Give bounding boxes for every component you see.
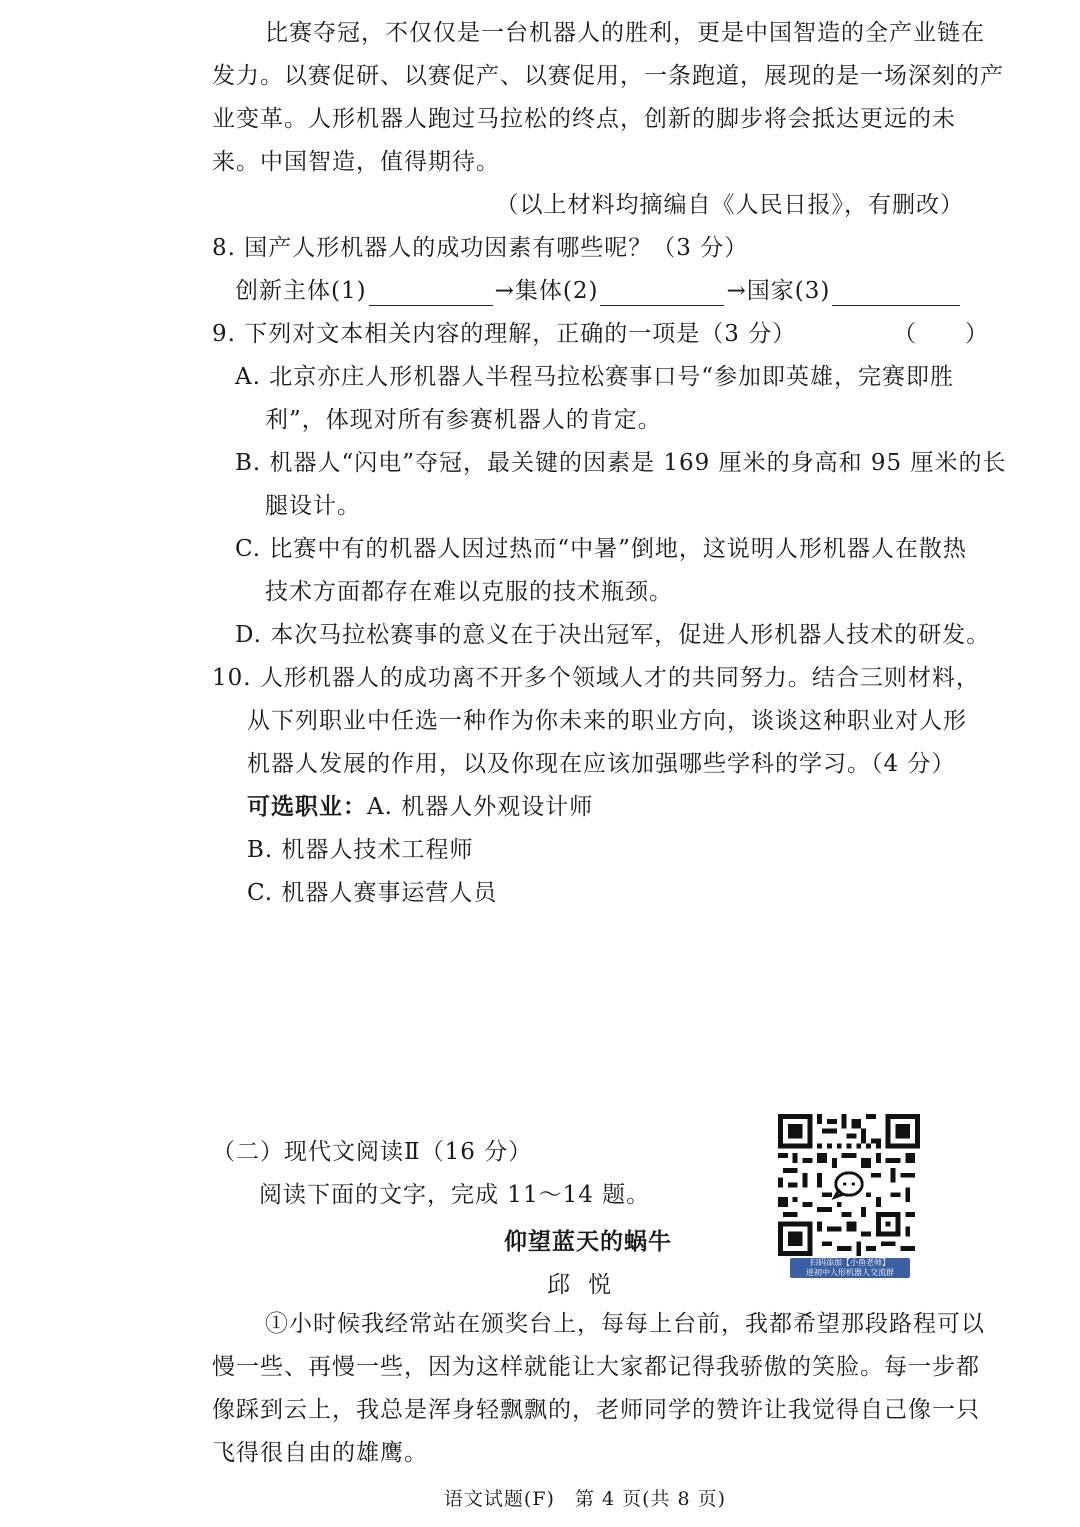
article-author: 邱悦 xyxy=(547,1272,629,1298)
passage-line: 比赛夺冠，不仅仅是一台机器人的胜利，更是中国智造的全产业链在 xyxy=(265,20,985,46)
question-9-stem: 9. 下列对文本相关内容的理解，正确的一项是（3 分） xyxy=(212,321,797,347)
paragraph-line: 慢一些、再慢一些，因为这样就能让大家都记得我骄傲的笑脸。每一步都 xyxy=(212,1354,980,1380)
section-instruction: 阅读下面的文字，完成 11～14 题。 xyxy=(259,1182,651,1208)
option-a-cont: 利”，体现对所有参赛机器人的肯定。 xyxy=(265,407,662,433)
q8-part-1: 创新主体(1) xyxy=(235,278,367,304)
section-heading: （二）现代文阅读Ⅱ（16 分） xyxy=(212,1139,533,1165)
question-8-blanks xyxy=(235,276,962,306)
answer-blank-1[interactable] xyxy=(369,283,493,306)
qr-code-icon[interactable] xyxy=(778,1114,920,1256)
option-d: D. 本次马拉松赛事的意义在于决出冠军，促进人形机器人技术的研发。 xyxy=(235,622,991,648)
question-10-cont: 从下列职业中任选一种作为你未来的职业方向，谈谈这种职业对人形 xyxy=(247,708,967,734)
option-c-cont: 技术方面都存在难以克服的技术瓶颈。 xyxy=(265,579,673,605)
paragraph-line: 像踩到云上，我总是浑身轻飘飘的，老师同学的赞许让我觉得自己像一只 xyxy=(212,1397,980,1423)
q8-part-2: 集体(2) xyxy=(514,278,599,304)
paragraph-line: 飞得很自由的雄鹰。 xyxy=(212,1440,428,1466)
passage-line: 来。中国智造，值得期待。 xyxy=(212,149,500,175)
career-options xyxy=(247,792,593,822)
paragraph-line: ①小时候我经常站在颁奖台上，每每上台前，我都希望那段路程可以 xyxy=(265,1311,985,1337)
page-footer: 语文试题(F) 第 4 页(共 8 页) xyxy=(443,1488,727,1510)
qr-caption-line: 进初中人形机器人交流群 xyxy=(806,1268,894,1277)
article-title: 仰望蓝天的蜗牛 xyxy=(504,1229,672,1255)
option-b: B. 机器人“闪电”夺冠，最关键的因素是 169 厘米的身高和 95 厘米的长 xyxy=(235,450,1007,476)
question-10-cont: 机器人发展的作用，以及你现在应该加强哪些学科的学习。（4 分） xyxy=(247,751,956,777)
career-option-b: B. 机器人技术工程师 xyxy=(247,837,474,863)
career-option-c: C. 机器人赛事运营人员 xyxy=(247,880,498,906)
qr-caption-line: 扫码添加【小鱼老师】 xyxy=(810,1258,890,1267)
question-8-stem: 8. 国产人形机器人的成功因素有哪些呢？（3 分） xyxy=(212,235,749,261)
answer-parentheses[interactable]: （ ） xyxy=(893,321,989,347)
options-label: 可选职业： xyxy=(247,794,367,820)
option-a: A. 北京亦庄人形机器人半程马拉松赛事口号“参加即英雄，完赛即胜 xyxy=(235,364,954,390)
passage-line: 业变革。人形机器人跑过马拉松的终点，创新的脚步将会抵达更远的未 xyxy=(212,106,956,132)
arrow-icon: → xyxy=(726,278,747,304)
answer-blank-3[interactable] xyxy=(832,283,960,306)
answer-blank-2[interactable] xyxy=(600,283,724,306)
question-10-stem: 10. 人形机器人的成功离不开多个领域人才的共同努力。结合三则材料， xyxy=(212,665,980,691)
option-c: C. 比赛中有的机器人因过热而“中暑”倒地，这说明人形机器人在散热 xyxy=(235,536,967,562)
qr-caption xyxy=(790,1258,910,1278)
career-option-a: A. 机器人外观设计师 xyxy=(367,794,594,820)
option-b-cont: 腿设计。 xyxy=(265,493,361,519)
q8-part-3: 国家(3) xyxy=(746,278,831,304)
passage-line: 发力。以赛促研、以赛促产、以赛促用，一条跑道，展现的是一场深刻的产 xyxy=(212,63,1004,89)
source-note: （以上材料均摘编自《人民日报》，有删改） xyxy=(495,192,964,218)
arrow-icon: → xyxy=(494,278,515,304)
